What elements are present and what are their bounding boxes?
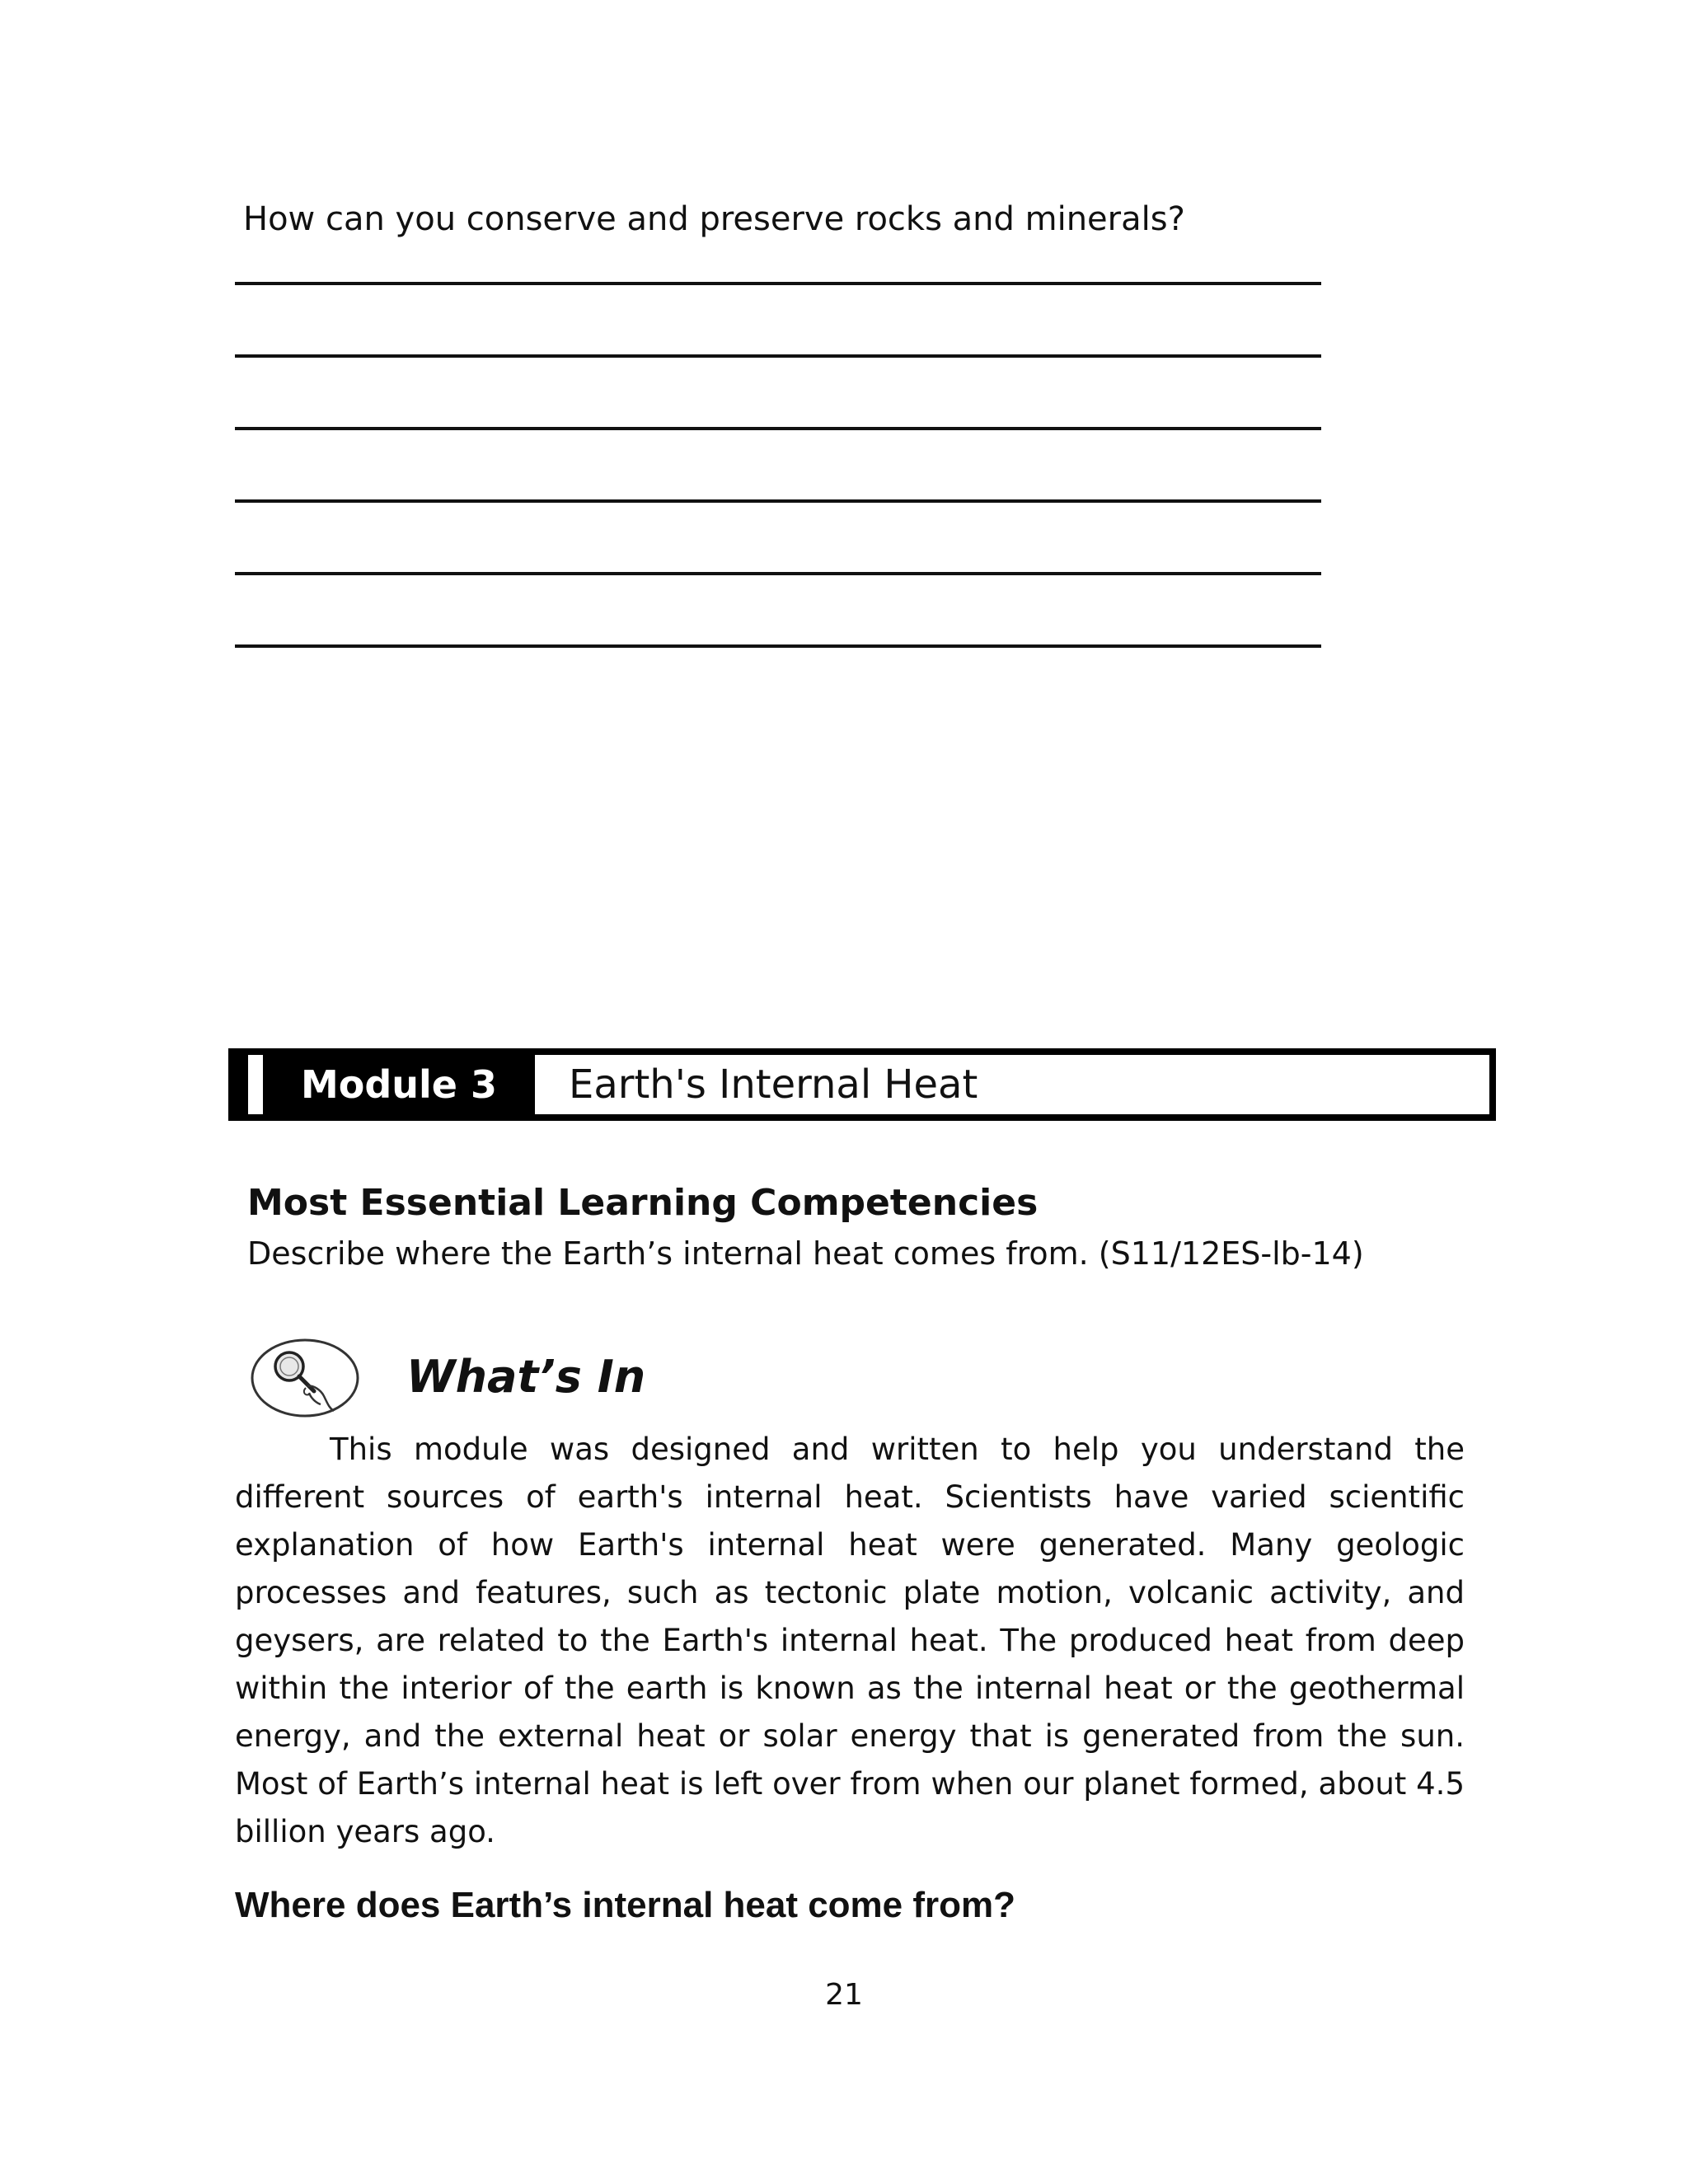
competencies-heading: Most Essential Learning Competencies (247, 1182, 1039, 1224)
competencies-text: Describe where the Earth’s internal heat comes from. (S11/12ES-lb-14) (247, 1235, 1364, 1272)
module-label: Module 3 (300, 1062, 498, 1107)
module-title: Earth's Internal Heat (569, 1062, 978, 1108)
module-banner-bar (235, 1055, 248, 1114)
section-subheading: Where does Earth’s internal heat come from? (235, 1885, 1016, 1925)
answer-line[interactable] (235, 644, 1321, 648)
answer-line[interactable] (235, 427, 1321, 430)
magnifying-glass-icon (250, 1337, 361, 1419)
module-banner (228, 1048, 1496, 1121)
module-label-box (263, 1055, 535, 1114)
whats-in-paragraph: This module was designed and written to help you understand the different sources of earth's internal heat. Scientists have varied scientific explanation of how Earth's internal heat were generated. Many geologic processes and features, such as tectonic plate motion, volcanic activity, and geysers, are related to the Earth's internal heat. The produced heat from deep within the interior of the earth is known as the internal heat or the geothermal energy, and the external heat or solar energy that is generated from the sun. Most of Earth’s internal heat is left over from when our planet formed, about 4.5 billion years ago. (235, 1432, 1465, 1849)
answer-line[interactable] (235, 499, 1321, 503)
answer-line[interactable] (235, 572, 1321, 575)
page-number: 21 (825, 1978, 863, 2012)
answer-line[interactable] (235, 282, 1321, 285)
answer-line[interactable] (235, 354, 1321, 358)
whats-in-heading: What’s In (406, 1351, 646, 1403)
worksheet-question: How can you conserve and preserve rocks and minerals? (243, 200, 1185, 238)
